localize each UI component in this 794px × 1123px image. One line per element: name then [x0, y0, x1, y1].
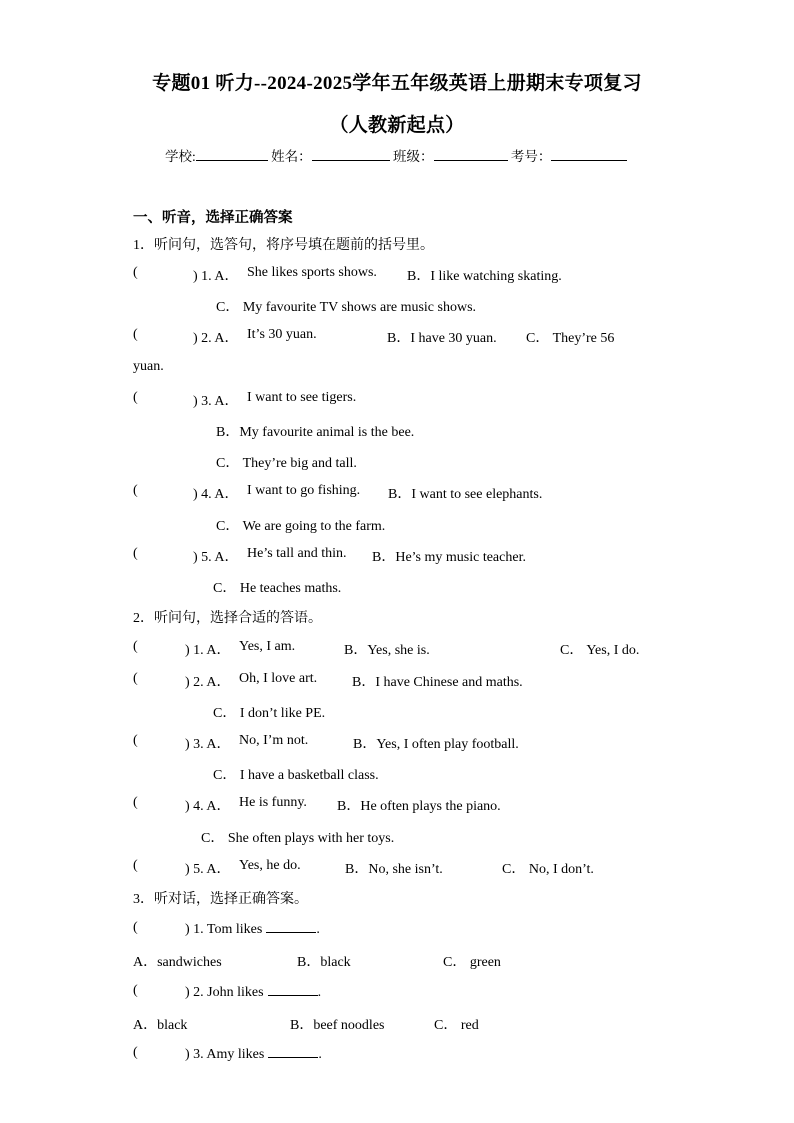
option-c-continued: yuan. [133, 359, 164, 374]
page-title: 专题01 听力--2024-2025学年五年级英语上册期末专项复习 [152, 73, 642, 94]
question-row: ) 1. Tom likes . [185, 922, 320, 937]
option-c: C． green [443, 955, 501, 970]
option-a: No, I’m not. [239, 733, 309, 748]
class-field[interactable] [434, 146, 508, 161]
option-b: B．Yes, she is. [344, 643, 430, 658]
option-a: Oh, I love art. [239, 671, 318, 686]
option-c: C． They’re 56 [526, 331, 615, 346]
answer-bracket[interactable]: ( [133, 920, 138, 935]
school-field[interactable] [196, 146, 268, 161]
question-number: ) 3. A． [193, 394, 239, 409]
answer-blank[interactable] [266, 920, 316, 933]
answer-bracket[interactable]: ( [133, 733, 138, 748]
question-number: ) 3. A． [185, 737, 231, 752]
answer-blank[interactable] [268, 1045, 318, 1058]
question-row: ) 3. Amy likes . [185, 1047, 322, 1062]
option-c: C． He teaches maths. [213, 581, 342, 596]
question-number: ) 5. A． [193, 550, 239, 565]
option-a: She likes sports shows. [247, 265, 377, 280]
option-b: B．Yes, I often play football. [353, 737, 519, 752]
question-number: ) 4. A． [193, 487, 239, 502]
number-field[interactable] [551, 146, 627, 161]
option-a: I want to see tigers. [247, 390, 357, 405]
option-a: He is funny. [239, 795, 307, 810]
option-c: C． They’re big and tall. [216, 456, 357, 471]
answer-blank[interactable] [268, 983, 318, 996]
answer-bracket[interactable]: ( [133, 983, 138, 998]
page-subtitle: （人教新起点） [329, 115, 465, 136]
part2-instruction: 2．听问句，选择合适的答语。 [133, 611, 322, 626]
option-b: B．I want to see elephants. [388, 487, 543, 502]
answer-bracket[interactable]: ( [133, 795, 138, 810]
option-b: B．My favourite animal is the bee. [216, 425, 415, 440]
question-row [133, 265, 138, 281]
option-a: A．sandwiches [133, 955, 222, 970]
number-label: 考号： [510, 149, 552, 164]
option-a: It’s 30 yuan. [247, 327, 317, 342]
option-a: Yes, he do. [239, 858, 301, 873]
student-info-row [165, 145, 627, 165]
answer-bracket[interactable]: ( [133, 390, 138, 405]
question-number: ) 2. A． [193, 331, 239, 346]
question-stem: ) 3. Amy likes [185, 1047, 265, 1062]
answer-bracket[interactable]: ( [133, 1045, 138, 1060]
option-c: C． My favourite TV shows are music shows. [216, 300, 477, 315]
question-number: ) 5. A． [185, 862, 231, 877]
option-a: A．black [133, 1018, 188, 1033]
option-a: Yes, I am. [239, 639, 296, 654]
question-stem: ) 1. Tom likes [185, 922, 263, 937]
option-c: C． We are going to the farm. [216, 519, 386, 534]
question-stem: ) 2. John likes [185, 985, 264, 1000]
answer-bracket[interactable]: ( [133, 265, 138, 280]
option-c: C． I have a basketball class. [213, 768, 379, 783]
answer-bracket[interactable]: ( [133, 858, 138, 873]
option-c: C． red [434, 1018, 479, 1033]
option-c: C． No, I don’t. [502, 862, 594, 877]
section-heading: 一、听音，选择正确答案 [133, 210, 293, 226]
option-c: C． She often plays with her toys. [201, 831, 395, 846]
answer-bracket[interactable]: ( [133, 639, 138, 654]
class-label: 班级： [393, 149, 434, 164]
option-b: B．No, she isn’t. [345, 862, 443, 877]
question-row: ) 2. John likes . [185, 985, 322, 1000]
option-b: B．I like watching skating. [407, 269, 562, 284]
option-b: B．black [297, 955, 351, 970]
answer-bracket[interactable]: ( [133, 483, 138, 498]
option-b: B．I have Chinese and maths. [352, 675, 523, 690]
part1-instruction: 1．听问句，选答句，将序号填在题前的括号里。 [133, 238, 434, 253]
option-b: B．beef noodles [290, 1018, 385, 1033]
school-label: 学校: [165, 149, 196, 164]
option-b: B．He’s my music teacher. [372, 550, 526, 565]
option-b: B．I have 30 yuan. [387, 331, 497, 346]
question-number: ) 1. A． [185, 643, 231, 658]
part3-instruction: 3．听对话，选择正确答案。 [133, 892, 308, 907]
answer-bracket[interactable]: ( [133, 546, 138, 561]
option-a: I want to go fishing. [247, 483, 361, 498]
option-c: C． I don’t like PE. [213, 706, 326, 721]
name-field[interactable] [312, 146, 390, 161]
option-c: C． Yes, I do. [560, 643, 640, 658]
question-number: ) 1. A． [193, 269, 239, 284]
question-number: ) 4. A． [185, 799, 231, 814]
option-b: B．He often plays the piano. [337, 799, 501, 814]
name-label: 姓名： [271, 149, 312, 164]
answer-bracket[interactable]: ( [133, 671, 138, 686]
option-a: He’s tall and thin. [247, 546, 347, 561]
answer-bracket[interactable]: ( [133, 327, 138, 342]
question-number: ) 2. A． [185, 675, 231, 690]
